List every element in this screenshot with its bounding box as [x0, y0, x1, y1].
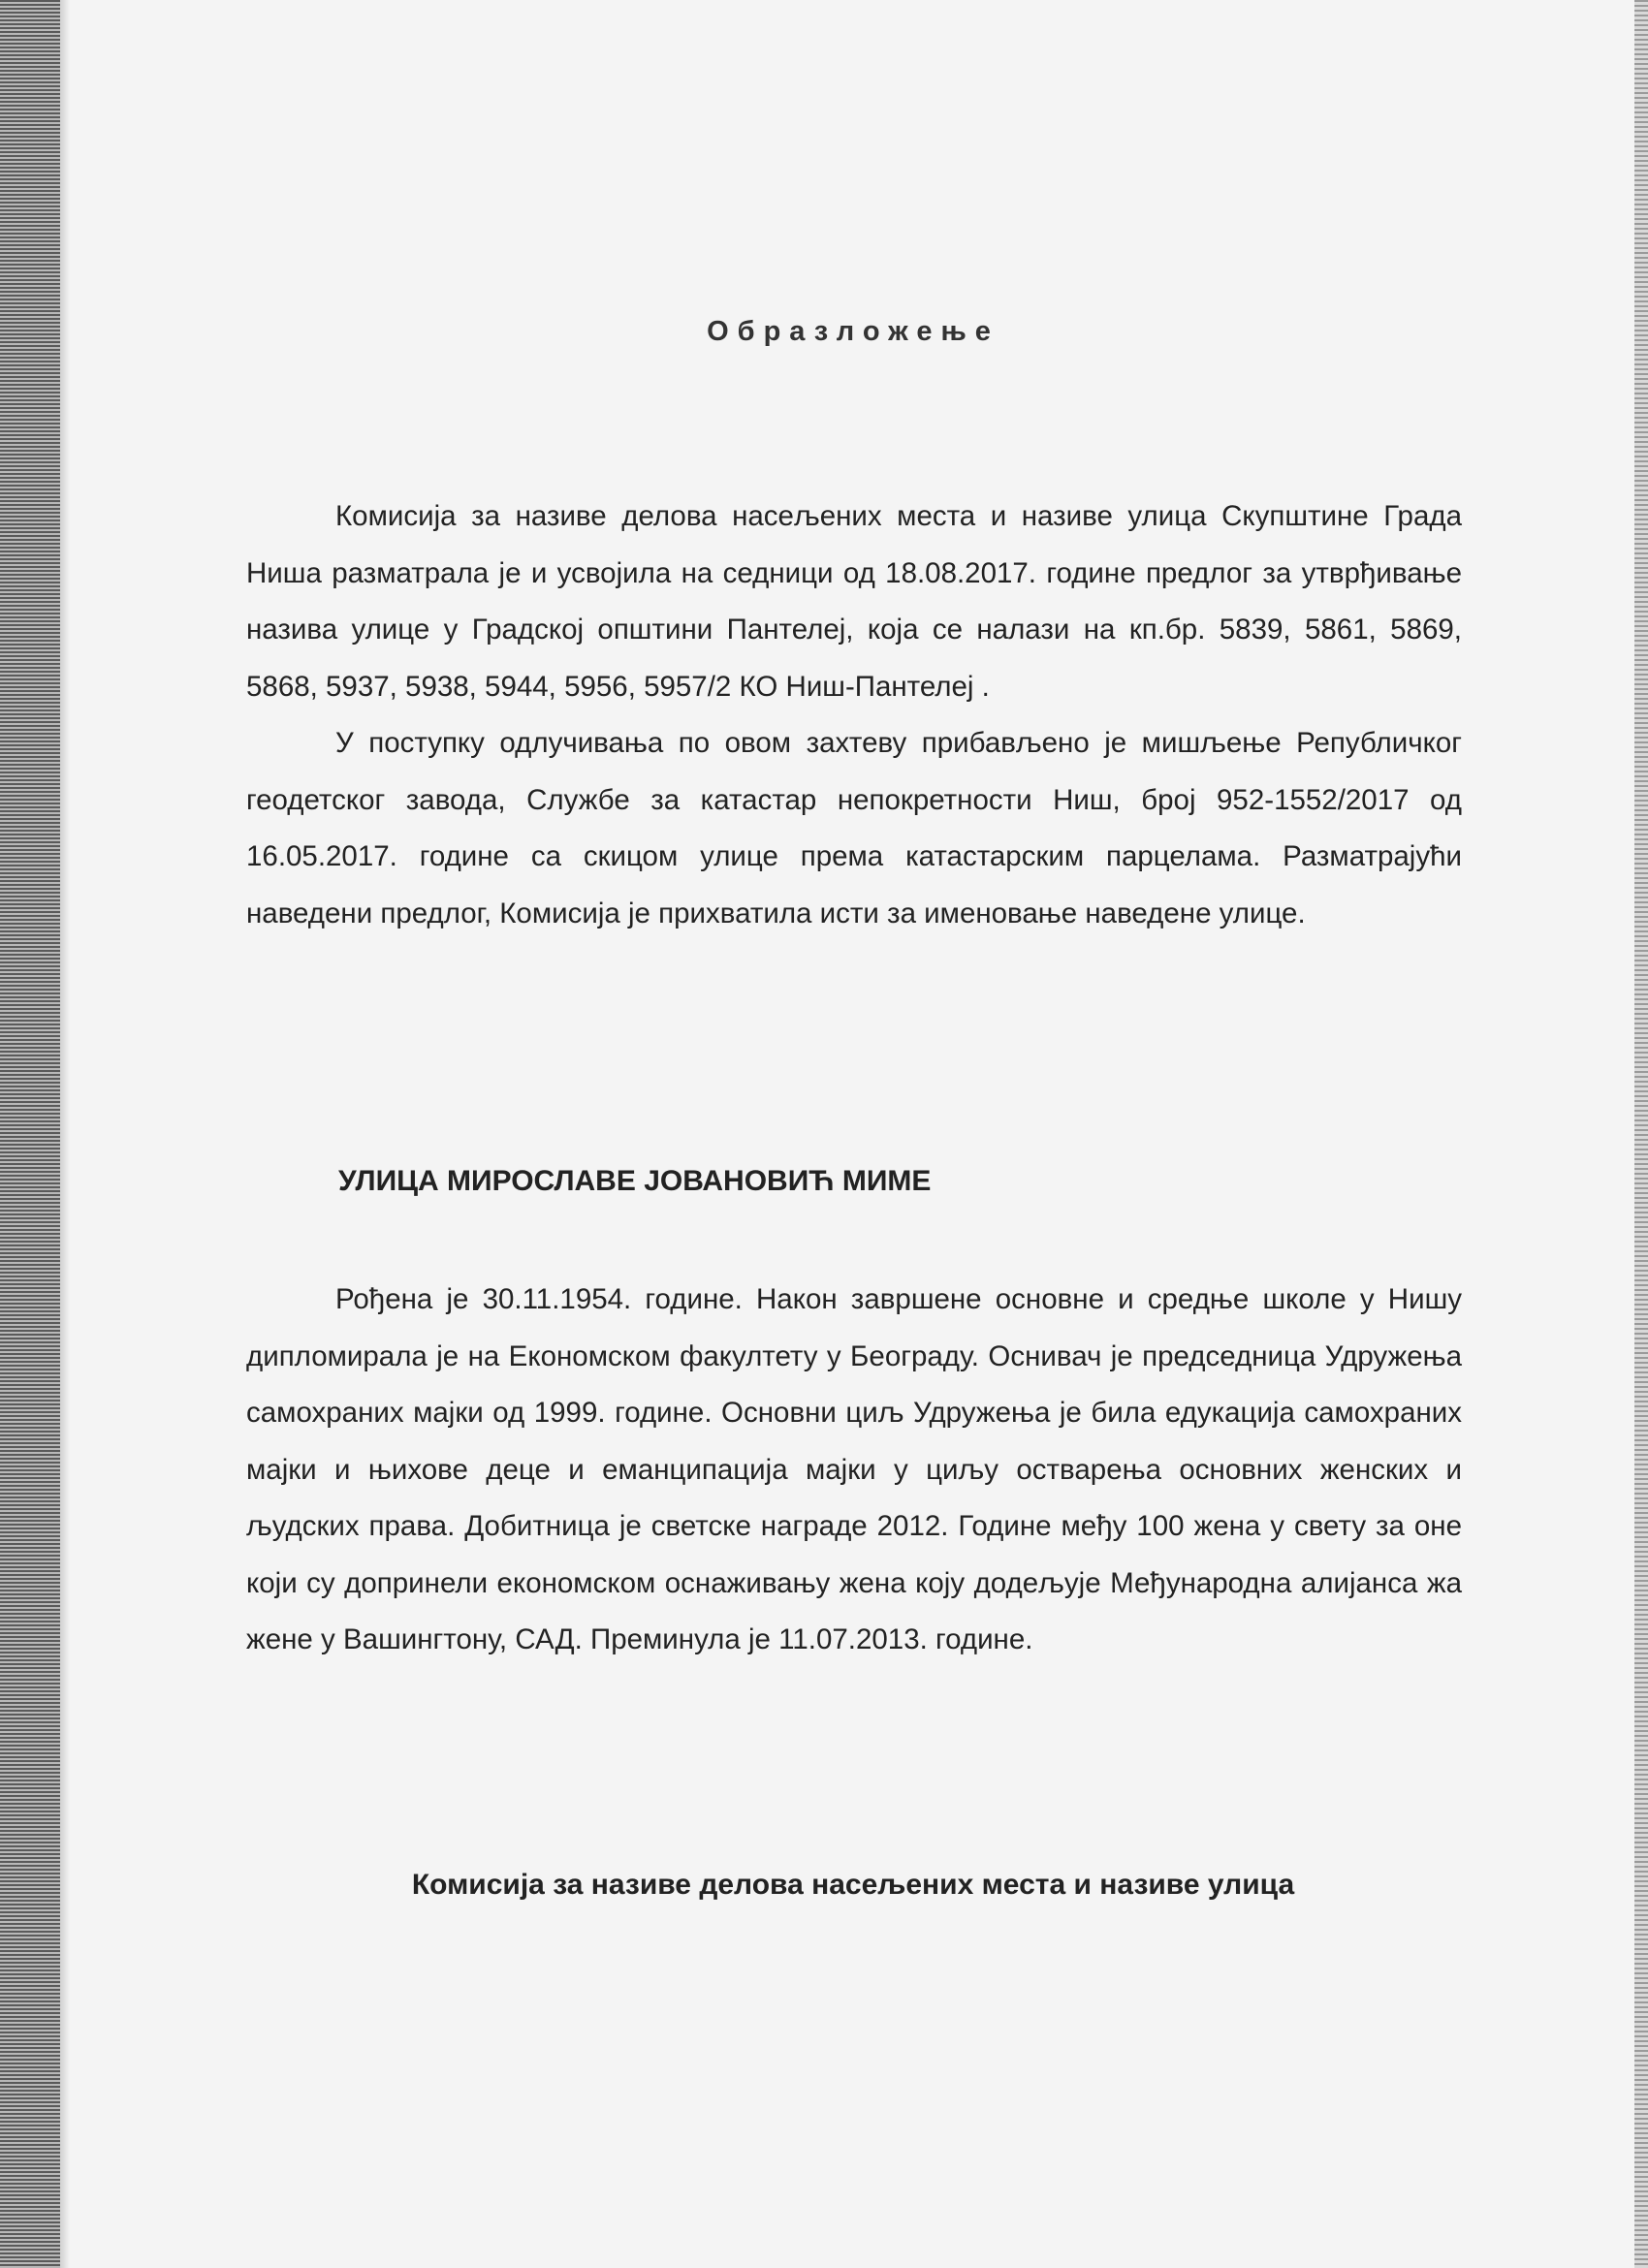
document-title: Образложење — [707, 316, 999, 347]
street-heading: УЛИЦА МИРОСЛАВЕ ЈОВАНОВИЋ МИМЕ — [338, 1165, 932, 1197]
intro-section — [246, 488, 1462, 942]
intro-paragraph-1: Комисија за називе делова насељених места и називе улица Скупштине Града Ниша разматрала је и усвојила на седници од 18.08.2017. године предлог за утврђивање назива улице у Градској општини Пантелеј, која се налази на кп.бр. 5839, 5861, 5869, 5868, 5937, 5938, 5944, 5956, 5957/2 КО Ниш-Пантелеј . — [246, 500, 1462, 703]
commission-signature: Комисија за називе делова насељених места и називе улица — [411, 1869, 1295, 1901]
intro-paragraph-2: У поступку одлучивања по овом захтеву прибављено је мишљење Републичког геодетског завода, Службе за катастар непокретности Ниш, број 952-1552/2017 од 16.05.2017. године са скицом улице према катастарским парцелама. Разматрајући наведени предлог, Комисија је прихватила исти за именовање наведене улице. — [246, 727, 1462, 929]
biography-section — [246, 1272, 1462, 1669]
biography-paragraph: Рођена је 30.11.1954. године. Након завршене основне и средње школе у Нишу дипломирала је на Економском факултету у Београду. Оснивач је председница Удружења самохраних мајки од 1999. године. Основни циљ Удружења је била едукација самохраних мајки и њихове деце и еманципација мајки у циљу остварења основних женских и људских права. Добитница је светске награде 2012. Године међу 100 жена у свету за оне који су допринели економском оснаживању жена коју додељује Међународна алијанса жа жене у Вашингтону, САД. Преминула је 11.07.2013. године. — [246, 1283, 1462, 1655]
